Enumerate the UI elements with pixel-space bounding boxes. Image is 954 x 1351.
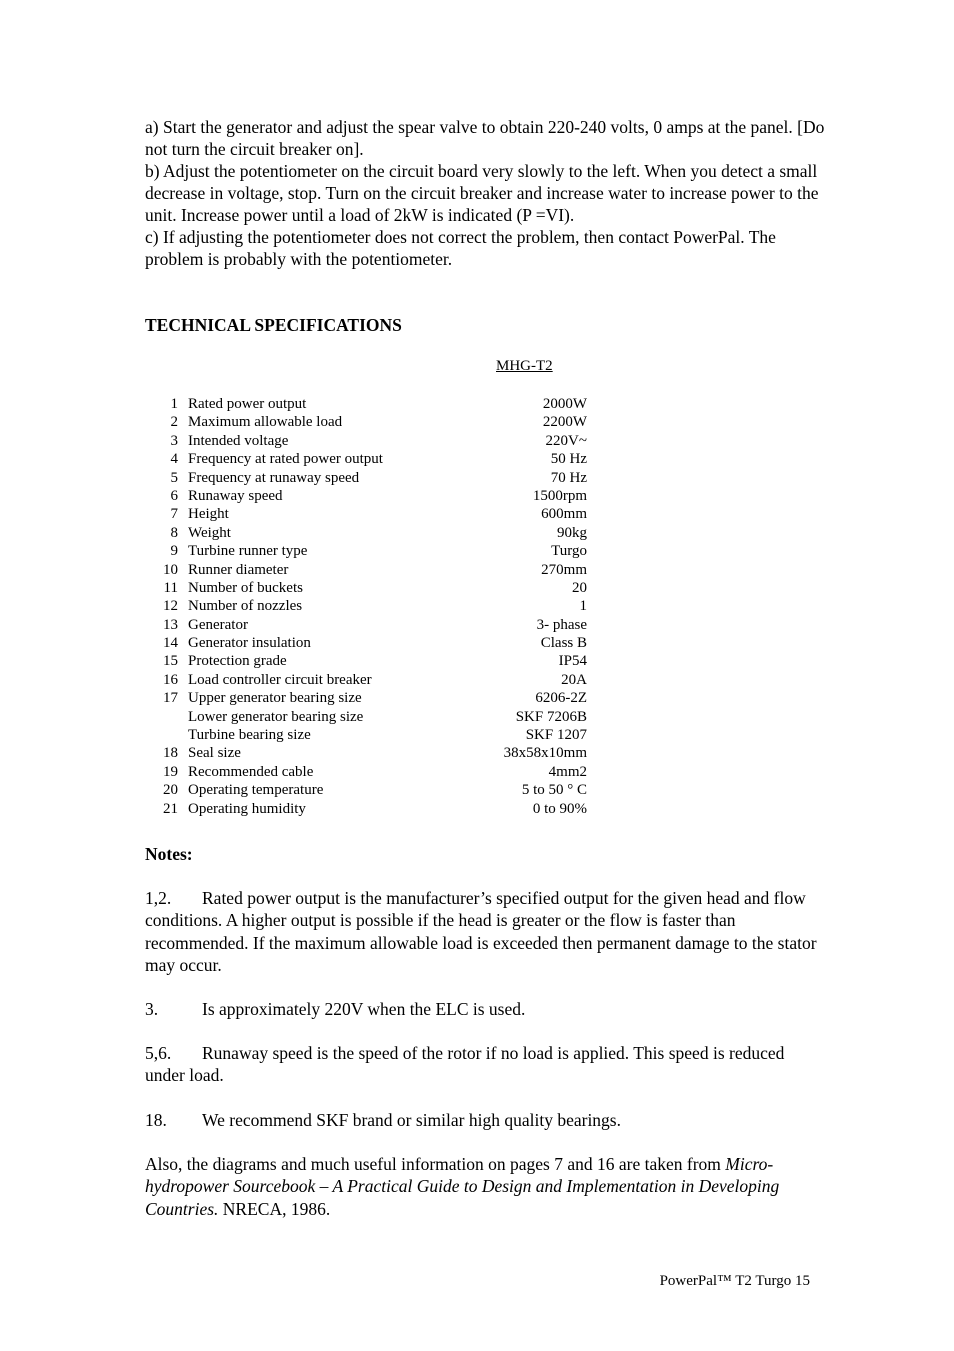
spec-value: 3- phase <box>536 616 587 633</box>
instruction-b: b) Adjust the potentiometer on the circuit board very slowly to the left. When you detect a small decrease in voltage, stop. Turn on the circuit breaker and increase water to increase power to the unit. Increase power until a load of 2kW is indicated (P =VI). <box>145 161 819 225</box>
spec-row <box>145 652 590 670</box>
spec-label: Generator <box>188 616 248 633</box>
spec-label: Number of nozzles <box>188 598 303 615</box>
closing-paragraph <box>145 1153 825 1220</box>
spec-number: 2 <box>170 414 178 431</box>
spec-label: Maximum allowable load <box>188 414 343 431</box>
spec-row <box>145 781 590 799</box>
spec-row <box>145 395 590 413</box>
spec-value: 38x58x10mm <box>503 745 587 762</box>
spec-row <box>145 579 590 597</box>
spec-label: Load controller circuit breaker <box>188 671 372 688</box>
spec-value: 70 Hz <box>550 469 587 486</box>
specs-heading: TECHNICAL SPECIFICATIONS <box>145 315 402 335</box>
spec-row <box>145 413 590 431</box>
spec-number: 7 <box>170 506 178 523</box>
spec-row <box>145 487 590 505</box>
spec-number: 3 <box>170 432 178 449</box>
spec-number: 16 <box>163 671 178 688</box>
note-item <box>145 887 825 976</box>
spec-row <box>145 800 590 818</box>
spec-value: 2200W <box>542 414 587 431</box>
spec-value: 600mm <box>541 506 587 523</box>
spec-label: Generator insulation <box>188 635 311 652</box>
spec-number: 20 <box>163 782 178 799</box>
spec-number: 19 <box>163 763 178 780</box>
spec-row <box>145 744 590 762</box>
spec-value: 6206-2Z <box>535 690 587 707</box>
spec-value: IP54 <box>558 653 587 670</box>
instruction-c: c) If adjusting the potentiometer does not correct the problem, then contact PowerPal. The problem is probably with the potentiometer. <box>145 227 776 269</box>
note-number: 3. <box>145 999 159 1019</box>
spec-row <box>145 432 590 450</box>
spec-number: 17 <box>163 690 178 707</box>
spec-row <box>145 597 590 615</box>
spec-row <box>145 634 590 652</box>
note-text: Is approximately 220V when the ELC is used. <box>202 999 526 1019</box>
spec-row <box>145 505 590 523</box>
spec-label: Operating temperature <box>188 782 324 799</box>
spec-row <box>145 450 590 468</box>
spec-value: 220V~ <box>545 432 587 449</box>
spec-number: 18 <box>163 745 178 762</box>
spec-label: Intended voltage <box>188 432 289 449</box>
spec-label: Runaway speed <box>188 487 283 504</box>
spec-value: 20A <box>561 671 587 688</box>
source-title: Micro-hydropower Sourcebook – A Practical Guide to Design and Implementation in Developing Countries. <box>145 1154 780 1219</box>
spec-label: Frequency at runaway speed <box>188 469 360 486</box>
spec-number: 6 <box>170 487 178 504</box>
spec-value: 1 <box>579 598 587 615</box>
spec-row <box>145 561 590 579</box>
spec-row <box>145 524 590 542</box>
spec-number: 14 <box>163 635 178 652</box>
spec-row <box>145 542 590 560</box>
page-footer: PowerPal™ T2 Turgo 15 <box>659 1273 810 1289</box>
spec-value: Turgo <box>551 543 587 560</box>
spec-label: Weight <box>188 524 231 541</box>
note-number: 18. <box>145 1110 167 1130</box>
spec-number: 5 <box>170 469 178 486</box>
spec-label: Runner diameter <box>188 561 289 578</box>
closing-suffix: NRECA, 1986. <box>218 1198 331 1219</box>
spec-number: 11 <box>163 579 178 596</box>
spec-row <box>145 763 590 781</box>
spec-label: Frequency at rated power output <box>188 451 383 468</box>
spec-row <box>145 469 590 487</box>
model-name: MHG-T2 <box>496 358 553 374</box>
notes-title: Notes: <box>145 844 193 864</box>
note-text: We recommend SKF brand or similar high quality bearings. <box>202 1110 621 1130</box>
spec-label: Operating humidity <box>188 800 306 817</box>
spec-value: SKF 1207 <box>525 727 587 744</box>
spec-label: Rated power output <box>188 396 307 412</box>
spec-value: 5 to 50 ° C <box>521 782 587 799</box>
closing-prefix: Also, the diagrams and much useful information on pages 7 and 16 are taken from <box>145 1154 726 1174</box>
spec-label: Lower generator bearing size <box>188 708 364 725</box>
spec-label: Recommended cable <box>188 763 314 780</box>
spec-label: Turbine bearing size <box>188 727 311 744</box>
spec-number: 1 <box>170 396 178 412</box>
note-item <box>145 1042 825 1087</box>
spec-number: 15 <box>163 653 178 670</box>
spec-value: 90kg <box>557 524 587 541</box>
spec-number: 4 <box>170 451 178 468</box>
spec-label: Upper generator bearing size <box>188 690 362 707</box>
spec-row <box>145 671 590 689</box>
spec-row <box>145 726 590 744</box>
spec-value: 0 to 90% <box>532 800 587 817</box>
spec-value: 20 <box>572 579 587 596</box>
spec-number: 12 <box>163 598 178 615</box>
spec-label: Protection grade <box>188 653 287 670</box>
spec-number: 9 <box>170 543 178 560</box>
note-text: Rated power output is the manufacturer’s specified output for the given head and flow conditions. A higher output is possible if the head is greater or the flow is faster than recommended. If the maximum allowable load is exceeded then permanent damage to the stator may occur. <box>145 888 817 975</box>
spec-value: 1500rpm <box>532 487 587 504</box>
spec-label: Height <box>188 506 229 523</box>
spec-row <box>145 689 590 707</box>
intro-instructions <box>145 116 825 270</box>
spec-number: 13 <box>163 616 178 633</box>
spec-value: 50 Hz <box>550 451 587 468</box>
spec-value: Class B <box>540 635 587 652</box>
note-text: Runaway speed is the speed of the rotor if no load is applied. This speed is reduced under load. <box>145 1043 785 1086</box>
spec-number: 10 <box>163 561 178 578</box>
spec-value: SKF 7206B <box>515 708 587 725</box>
spec-value: 270mm <box>541 561 587 578</box>
note-number: 5,6. <box>145 1043 172 1063</box>
note-number: 1,2. <box>145 888 172 908</box>
spec-table <box>145 395 590 818</box>
spec-label: Seal size <box>188 745 241 762</box>
note-item <box>145 1109 825 1131</box>
spec-value: 2000W <box>542 396 587 412</box>
note-item <box>145 998 825 1020</box>
spec-value: 4mm2 <box>548 763 587 780</box>
spec-label: Number of buckets <box>188 579 303 596</box>
spec-label: Turbine runner type <box>188 543 308 560</box>
spec-row <box>145 616 590 634</box>
spec-number: 8 <box>170 524 178 541</box>
instruction-a: a) Start the generator and adjust the spear valve to obtain 220-240 volts, 0 amps at the panel. [Do not turn the circuit breaker on]. <box>145 117 825 159</box>
spec-number: 21 <box>163 800 178 817</box>
spec-row <box>145 708 590 726</box>
